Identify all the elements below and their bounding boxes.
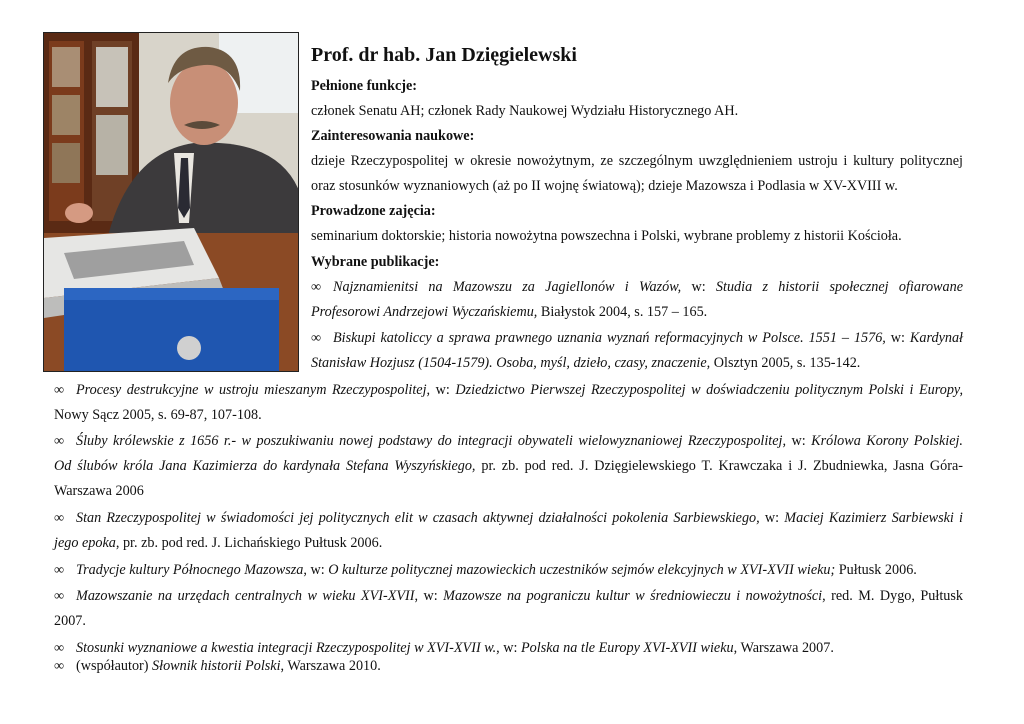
bullet-glyph: ∞	[54, 382, 65, 398]
publication-in: w:	[430, 382, 456, 398]
publication-in: w:	[681, 279, 716, 295]
publication-title: Stan Rzeczypospolitej w świadomości jej politycznych elit w czasach aktywnej działalności pokolenia Sarbiewskiego,	[76, 510, 760, 526]
publication-details: Nowy Sącz 2005, s. 69-87, 107-108.	[54, 407, 262, 423]
publication-in: w:	[885, 330, 910, 346]
publication-details: Białystok 2004, s. 157 – 165.	[537, 304, 708, 320]
person-name: Prof. dr hab. Jan Dzięgielewski	[311, 44, 577, 66]
publication-title: Tradycje kultury Północnego Mazowsza	[76, 562, 304, 578]
publication-source: Kardynał	[909, 330, 963, 346]
publication-source: Polska na tle Europy XVI-XVII wieku	[521, 640, 734, 656]
publication-source: Dziedzictwo Pierwszej Rzeczypospolitej w doświadczeniu politycznym Polski i Europy,	[455, 382, 963, 398]
publication-item-continued	[311, 353, 860, 373]
publication-in: w:	[759, 510, 785, 526]
bullet-glyph: ∞	[54, 562, 65, 578]
publication-source: O kulturze politycznej mazowieckich uczestników sejmów elekcyjnych w XVI-XVII wieku;	[328, 562, 836, 578]
publication-details: Pułtusk 2006.	[835, 562, 917, 578]
publication-item-continued	[54, 456, 963, 476]
publication-source: Studia z historii społecznej ofiarowane	[715, 279, 963, 295]
interests-line-2: oraz stosunków wyznaniowych (aż po II wojnę światową); dzieje Mazowsza i Podlasia w XV-XVIII w.	[311, 178, 898, 194]
publication-item	[54, 638, 834, 658]
publication-details: , pr. zb. pod red. J. Lichańskiego Pułtusk 2006.	[115, 535, 383, 551]
publication-source: Stanisław Hozjusz (1504-1579). Osoba, myśl, dzieło, czasy, znaczenie,	[311, 355, 711, 371]
publication-in: , w:	[303, 562, 329, 578]
publication-item	[311, 277, 963, 297]
publication-role: (współautor)	[76, 658, 153, 674]
functions-text: członek Senatu AH; członek Rady Naukowej Wydziału Historycznego AH.	[311, 103, 739, 119]
courses-heading: Prowadzone zajęcia:	[311, 203, 436, 219]
publication-item-continued	[54, 533, 382, 553]
publication-details: , Warszawa 2010.	[280, 658, 381, 674]
publication-item	[54, 656, 381, 676]
interests-line-1: dzieje Rzeczypospolitej w okresie nowożytnym, ze szczególnym uwzględnieniem ustroju i kultury politycznej	[311, 153, 963, 169]
publication-item	[311, 328, 963, 348]
publication-details: , red. M. Dygo, Pułtusk	[822, 588, 963, 604]
publication-details: Warszawa 2006	[54, 483, 144, 499]
publication-title: Biskupi katoliccy a sprawa prawnego uznania wyznań reformacyjnych w Polsce. 1551 – 1576,	[333, 330, 886, 346]
publication-item	[54, 560, 917, 580]
bullet-glyph: ∞	[311, 330, 322, 346]
bullet-glyph: ∞	[311, 279, 322, 295]
publication-source: Mazowsze na pograniczu kultur w średniowieczu i nowożytności	[443, 588, 823, 604]
publication-title: Śluby królewskie z 1656 r.- w poszukiwaniu nowej podstawy do integracji obywateli wielowyznaniowej Rzeczypospolitej,	[76, 433, 787, 449]
courses-text: seminarium doktorskie; historia nowożytna powszechna i Polski, wybrane problemy z historii Kościoła.	[311, 228, 902, 244]
bullet-glyph: ∞	[54, 510, 65, 526]
publication-in: , w:	[496, 640, 521, 656]
publication-item	[54, 380, 963, 400]
interests-heading: Zainteresowania naukowe:	[311, 128, 475, 144]
bullet-glyph: ∞	[54, 640, 65, 656]
publications-heading: Wybrane publikacje:	[311, 254, 440, 270]
publication-source: Maciej Kazimierz Sarbiewski i	[784, 510, 963, 526]
publication-title: Stosunki wyznaniowe a kwestia integracji Rzeczypospolitej w XVI-XVII w.	[76, 640, 497, 656]
portrait-photo	[43, 32, 299, 372]
publication-details: pr. zb. pod red. J. Dzięgielewskiego T. Krawczaka i J. Zbudniewka, Jasna Góra-	[475, 458, 963, 474]
functions-heading: Pełnione funkcje:	[311, 78, 418, 94]
publication-source: Królowa Korony Polskiej.	[811, 433, 963, 449]
bullet-glyph: ∞	[54, 658, 65, 674]
publication-item-continued	[311, 302, 707, 322]
publication-item	[54, 431, 963, 451]
publication-title: Najznamienitsi na Mazowszu za Jagiellonów i Wazów,	[333, 279, 682, 295]
publication-details: 2007.	[54, 613, 86, 629]
publication-source: Profesorowi Andrzejowi Wyczańskiemu,	[311, 304, 538, 320]
publication-title: Słownik historii Polski	[152, 658, 281, 674]
publication-item	[54, 586, 963, 606]
publication-in: , w:	[414, 588, 444, 604]
publication-details: , Warszawa 2007.	[733, 640, 834, 656]
publication-details: Olsztyn 2005, s. 135-142.	[710, 355, 861, 371]
publication-title: Mazowszanie na urzędach centralnych w wieku XVI-XVII	[76, 588, 415, 604]
bullet-glyph: ∞	[54, 588, 65, 604]
publication-source: Od ślubów króla Jana Kazimierza do kardynała Stefana Wyszyńskiego,	[54, 458, 476, 474]
publication-source: jego epoka	[54, 535, 116, 551]
publication-in: w:	[786, 433, 812, 449]
publication-title: Procesy destrukcyjne w ustroju mieszanym Rzeczypospolitej,	[76, 382, 431, 398]
publication-item	[54, 508, 963, 528]
bullet-glyph: ∞	[54, 433, 65, 449]
